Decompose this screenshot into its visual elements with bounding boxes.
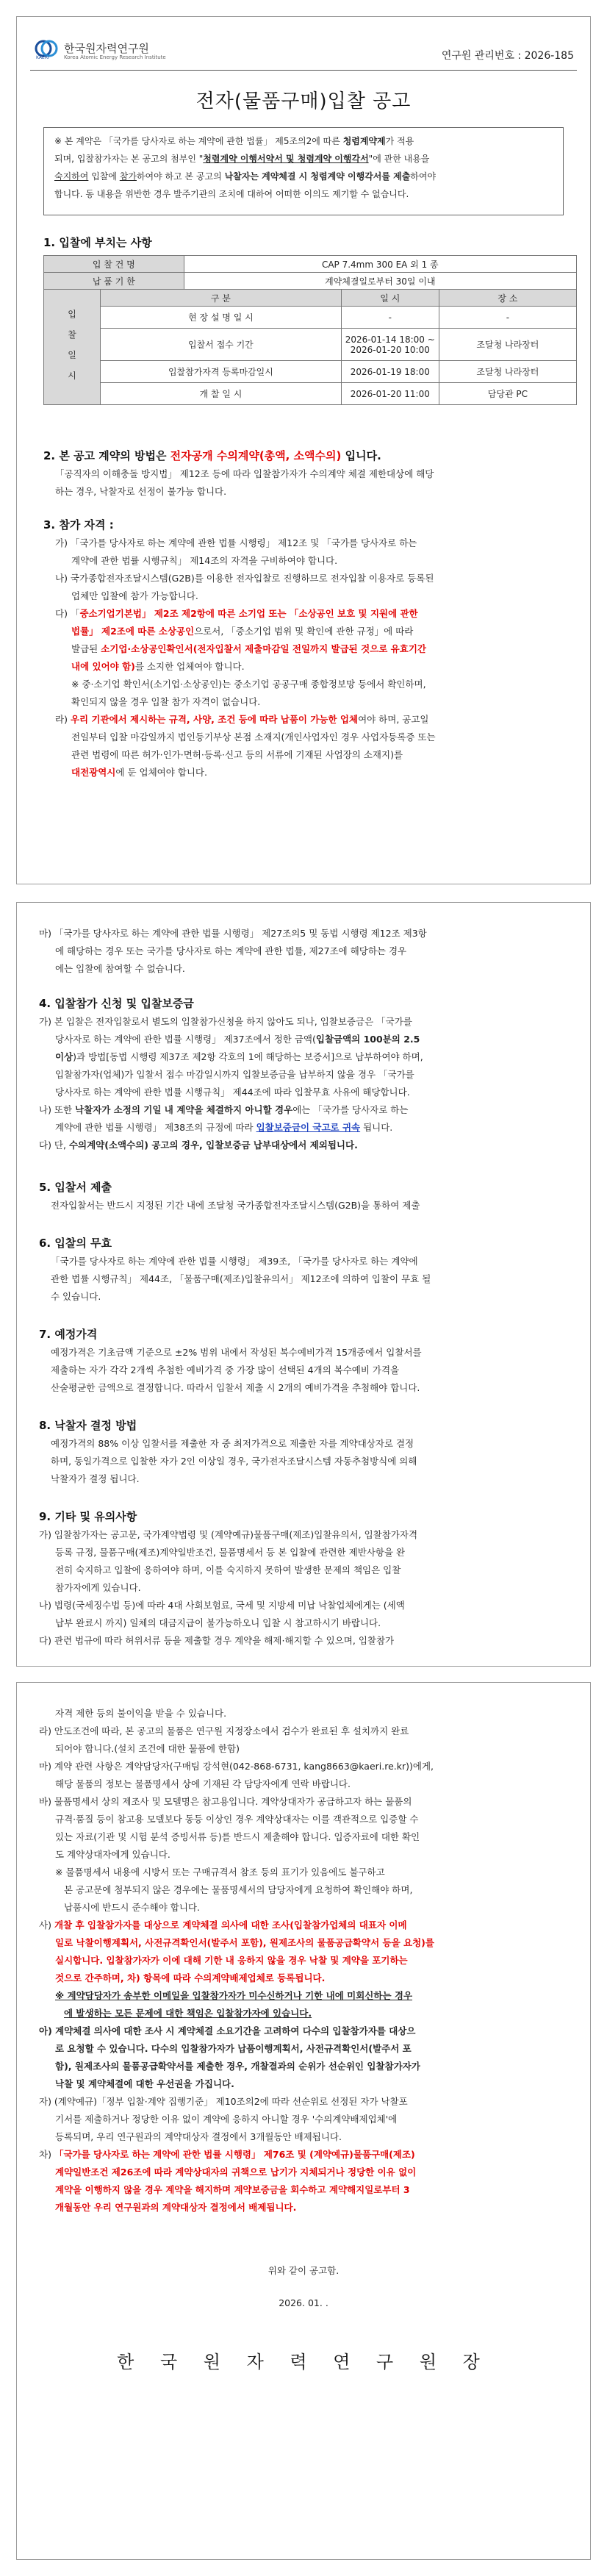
qualification-item-ra: 라) 우리 기관에서 제시하는 규격, 사양, 조건 등에 따라 납품이 가능한 업체여야 하며, 공고일 전일부터 입찰 마감일까지 법인등기부상 본점 소재지(개인사업자인 경우 사업자등록증 또는 관련 법령에 따른 허가·인가·면허·등록·신고 등의 서류에 기재된 사업장의 소재지)를 대전광역시에 둔 업체여야 합니다. — [55, 714, 436, 778]
row-value: 계약체결일로부터 30일 이내 — [184, 273, 576, 290]
schedule-date: 2026-01-14 18:00 ~ 2026-01-20 10:00 — [341, 329, 439, 361]
bid-items-table — [43, 255, 577, 405]
page-3 — [16, 1682, 591, 2560]
section-2-body: 「공직자의 이해충돌 방지법」 제12조 등에 따라 입찰참가자가 수의계약 체결 제한대상에 해당 하는 경우, 낙찰자로 선정이 불가능 합니다. — [55, 468, 434, 497]
schedule-date: 2026-01-20 11:00 — [341, 383, 439, 405]
col-header: 일 시 — [341, 290, 439, 307]
org-name: 한국원자력연구원 — [64, 42, 149, 55]
col-header: 구 분 — [101, 290, 342, 307]
section-8-heading: 8. 낙찰자 결정 방법 — [39, 1419, 137, 1432]
notice-item-ja: 자) (계약예규)「정부 입찰·계약 집행기준」 제10조의2에 따라 선순위로 선정된 자가 낙찰포 기서를 제출하거나 정당한 이유 없이 계약에 응하지 아니할 경우 '수의계약배제업체'에 등록되며, 우리 연구원과의 계약대상자 결정에서 3개월동안 배제됩니다. — [39, 2096, 408, 2142]
page-title: 전자(물품구매)입찰 공고 — [195, 90, 412, 112]
section-9-heading: 9. 기타 및 유의사항 — [39, 1510, 137, 1523]
document-header — [30, 30, 577, 71]
notice-item-sa: 사) 개찰 후 입찰참가자를 대상으로 계약체결 의사에 대한 조사(입찰참가업체의 대표자 이메 일로 낙찰이행계획서, 사전규격확인서(발주서 포함), 원제조사의 물품공급확약서 등을 요청)를 실시합니다. 입찰참가자가 이에 대해 기한 내 응하지 않을 경우 낙찰 및 계약을 포기하는 것으로 간주하며, 차) 항목에 따라 수의계약배제업체로 등록됩니다. ※ 계약담당자가 송부한 이메일을 입찰참가자가 미수신하거나 기한 내에 미회신하는 경우 에 발생하는 모든 문제에 대한 책임은 입찰참가자에 있습니다. — [39, 1920, 434, 2019]
schedule-date: - — [341, 307, 439, 329]
schedule-place: 조달청 나라장터 — [439, 361, 576, 383]
schedule-date: 2026-01-19 18:00 — [341, 361, 439, 383]
notice-item-ma: 마) 계약 관련 사항은 계약담당자(구매팀 강석현(042-868-6731, kang8663@kaeri.re.kr))에게, 해당 물품의 정보는 물품명세서 상에 기재된 각 담당자에게 연락 바랍니다. — [39, 1761, 434, 1789]
notice-item-a: 아) 계약체결 의사에 대한 조사 시 계약체결 소요기간을 고려하여 다수의 입찰참가자를 대상으 로 요청할 수 있습니다. 다수의 입찰참가자가 납품이행계획서, 사전규격확인서(발주서 포 함), 원제조사의 물품공급확약서를 제출한 경우, 개찰결과의 순위가 선순위인 입찰참가자가 낙찰 및 계약체결에 대한 우선권을 가집니다. — [39, 2025, 420, 2089]
notice-item-da-continued: 자격 제한 등의 불이익을 받을 수 있습니다. — [55, 1708, 227, 1719]
row-label: 납 품 기 한 — [44, 273, 184, 290]
page-1 — [16, 16, 591, 884]
notice-item-da: 다) 관련 법규에 따라 허위서류 등을 제출할 경우 계약을 해제·해지할 수 있으며, 입찰참가 — [39, 1635, 395, 1646]
qualification-item-na: 나) 국가종합전자조달시스템(G2B)를 이용한 전자입찰로 진행하므로 전자입찰 이용자로 등록된 업체만 입찰에 참가 가능합니다. — [55, 573, 434, 601]
qualification-item-ga: 가) 「국가를 당사자로 하는 계약에 관한 법률 시행령」 제12조 및 「국가를 당사자로 하는 계약에 관한 법률 시행규칙」 제14조의 자격을 구비하여야 합니다. — [55, 537, 417, 566]
section-4-heading: 4. 입찰참가 신청 및 입찰보증금 — [39, 997, 194, 1010]
page-2 — [16, 902, 591, 1667]
section-5-heading: 5. 입찰서 제출 — [39, 1181, 112, 1194]
section-6-body: 「국가를 당사자로 하는 계약에 관한 법률 시행령」 제39조, 「국가를 당사자로 하는 계약에 관한 법률 시행규칙」 제44조, 「물품구매(제조)입찰유의서」 제12조에 의하여 입찰이 무효 될 수 있습니다. — [51, 1256, 431, 1302]
notice-item-ba: 바) 물품명세서 상의 제조사 및 모델명은 참고용입니다. 계약상대자가 공급하고자 하는 물품의 규격·품질 등이 참고용 모델보다 동등 이상인 경우 계약상대자는 이를 객관적으로 입증할 수 있는 자료(기관 및 시험 분석 증빙서류 등)를 반드시 제출해야 합니다. 입증자료에 대한 확인 도 계약상대자에게 있습니다. ※ 물품명세서 내용에 시방서 또는 구매규격서 참조 등의 표기가 있음에도 불구하고 본 공고문에 첨부되지 않은 경우에는 물품명세서의 담당자에게 요청하여 확인해야 하며, 납품시에 반드시 준수해야 합니다. — [39, 1796, 420, 1913]
svg-text:KAERI: KAERI — [36, 55, 49, 60]
schedule-side-label: 입 찰 일 시 — [44, 290, 101, 405]
deposit-item-ga: 가) 본 입찰은 전자입찰로서 별도의 입찰참가신청을 하지 않아도 되나, 입찰보증금은 「국가를 당사자로 하는 계약에 관한 법률 시행령」 제37조에서 정한 금액(입찰금액의 100분의 2.5 이상)과 방법[동법 시행령 제37조 제2항 각호의 1에 해당하는 보증서]으로 납부하여야 하며, 입찰참가자(업체)가 입찰서 접수 마감일시까지 입찰보증금을 납부하지 않을 경우 「국가를 당사자로 하는 계약에 관한 법률 시행규칙」 제44조에 따라 입찰무효 사유에 해당합니다. — [39, 1016, 423, 1098]
kaeri-logo-icon — [35, 39, 60, 60]
notice-item-ra: 라) 안도조건에 따라, 본 공고의 물품은 연구원 지정장소에서 검수가 완료된 후 설치까지 완료 되어야 합니다.(설치 조건에 대한 물품에 한함) — [39, 1725, 409, 1754]
section-2-heading: 2. 본 공고 계약의 방법은 전자공개 수의계약(총액, 소액수의) 입니다. — [43, 449, 381, 462]
schedule-name: 개 찰 일 시 — [101, 383, 342, 405]
schedule-place: 담당관 PC — [439, 383, 576, 405]
qualification-item-da: 다) 「중소기업기본법」 제2조 제2항에 따른 소기업 또는 「소상공인 보호 및 지원에 관한 법률」 제2조에 따른 소상공인으로서, 「중소기업 범위 및 확인에 관한 규정」에 따라 발급된 소기업·소상공인확인서(전자입찰서 제출마감일 전일까지 발급된 것으로 유효기간 내에 있어야 함)를 소지한 업체여야 합니다. ※ 중·소기업 확인서(소기업·소상공인)는 중소기업 공공구매 종합정보망 등에서 확인하며, 확인되지 않을 경우 입찰 참가 자격이 없습니다. — [55, 608, 426, 707]
qualification-item-ma: 마) 「국가를 당사자로 하는 계약에 관한 법률 시행령」 제27조의5 및 동법 시행령 제12조 제3항 에 해당하는 경우 또는 국가를 당사자로 하는 계약에 관한 법률, 제27조에 해당하는 경우 에는 입찰에 참여할 수 없습니다. — [39, 928, 427, 974]
section-6-heading: 6. 입찰의 무효 — [39, 1237, 112, 1250]
closing-statement: 위와 같이 공고함. — [267, 2265, 340, 2276]
management-number: 연구원 관리번호 : 2026-185 — [441, 50, 574, 62]
row-label: 입 찰 건 명 — [44, 256, 184, 273]
schedule-place: - — [439, 307, 576, 329]
issuer-signature: 한 국 원 자 력 연 구 원 장 — [117, 2352, 490, 2372]
notice-item-cha: 차) 「국가를 당사자로 하는 계약에 관한 법률 시행령」 제76조 및 (계약예규)물품구매(제조) 계약일반조건 제26조에 따라 계약상대자의 귀책으로 납기가 지체되거나 정당한 이유 없이 계약을 이행하지 않을 경우 계약을 해지하며 계약보증금을 회수하고 계약해지일로부터 3 개월동안 우리 연구원과의 계약대상자 결정에서 배제됩니다. — [39, 2149, 417, 2213]
section-8-body: 예정가격의 88% 이상 입찰서를 제출한 자 중 최저가격으로 제출한 자를 계약대상자로 결정 하며, 동일가격으로 입찰한 자가 2인 이상일 경우, 국가전자조달시스템 자동추첨방식에 의해 낙찰자가 결정 됩니다. — [51, 1438, 417, 1484]
schedule-name: 현 장 설 명 일 시 — [101, 307, 342, 329]
section-7-heading: 7. 예정가격 — [39, 1328, 98, 1341]
notice-item-ga: 가) 입찰참가자는 공고문, 국가계약법령 및 (계약예규)물품구매(제조)입찰유의서, 입찰참가자격 등록 규정, 물품구매(제조)계약일반조건, 물품명세서 등 본 입찰에 관련한 제반사항을 완 전히 숙지하고 입찰에 응하여야 하며, 이를 숙지하지 못하여 발생한 문제의 책임은 입찰 참가자에게 있습니다. — [39, 1529, 418, 1593]
deposit-item-da: 다) 단, 수의계약(소액수의) 공고의 경우, 입찰보증금 납부대상에서 제외됩니다. — [39, 1139, 358, 1151]
row-value: CAP 7.4mm 300 EA 외 1 종 — [184, 256, 576, 273]
announcement-date: 2026. 01. . — [279, 2297, 328, 2308]
schedule-name: 입찰서 접수 기간 — [101, 329, 342, 361]
org-name-en: Korea Atomic Energy Research Institute — [64, 54, 166, 60]
schedule-place: 조달청 나라장터 — [439, 329, 576, 361]
notice-item-na: 나) 법령(국세징수법 등)에 따라 4대 사회보험료, 국세 및 지방세 미납 낙찰업체에게는 (세액 납부 완료시 까지) 일체의 대금지급이 불가능하오니 입찰 시 참고하시기 바랍니다. — [39, 1600, 405, 1628]
integrity-notice-box: ※ 본 계약은 「국가를 당사자로 하는 계약에 관한 법률」 제5조의2에 따른 청렴계약제가 적용 되며, 입찰참가자는 본 공고의 첨부인 "청렴계약 이행서약서 및 청렴계약 이행각서"에 관한 내용을 숙지하여 입찰에 참가하여야 하고 본 공고의 낙찰자는 계약체결 시 청렴계약 이행각서를 제출하여야 합니다. 동 내용을 위반한 경우 발주기관의 조치에 대하여 어떠한 이의도 제기할 수 없습니다. — [43, 127, 564, 215]
schedule-name: 입찰참가자격 등록마감일시 — [101, 361, 342, 383]
section-5-body: 전자입찰서는 반드시 지정된 기간 내에 조달청 국가종합전자조달시스템(G2B)을 통하여 제출 — [51, 1200, 420, 1211]
col-header: 장 소 — [439, 290, 576, 307]
section-3-heading: 3. 참가 자격 : — [43, 518, 114, 532]
section-1-heading: 1. 입찰에 부치는 사항 — [43, 236, 152, 249]
section-7-body: 예정가격은 기초금액 기준으로 ±2% 범위 내에서 작성된 복수예비가격 15개중에서 입찰서를 제출하는 자가 각각 2개씩 추첨한 예비가격 중 가장 많이 선택된 4개의 복수예비 가격을 산술평균한 금액으로 결정합니다. 따라서 입찰서 제출 시 2개의 예비가격을 추첨해야 합니다. — [51, 1347, 422, 1393]
deposit-item-na: 나) 또한 낙찰자가 소정의 기일 내 계약을 체결하지 아니할 경우에는 「국가를 당사자로 하는 계약에 관한 법률 시행령」 제38조의 규정에 따라 입찰보증금이 국고로 귀속 됩니다. — [39, 1104, 409, 1133]
